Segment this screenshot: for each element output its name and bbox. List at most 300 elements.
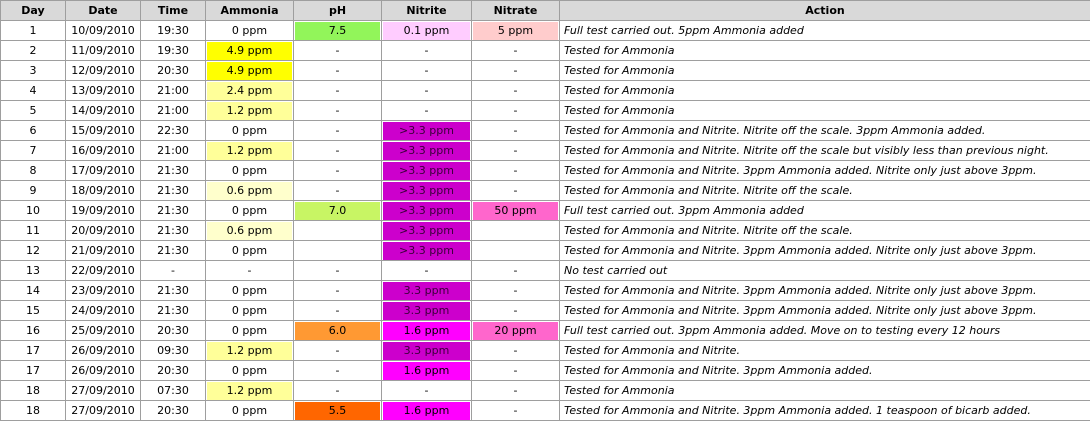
cell-nitrite[interactable] — [382, 121, 472, 141]
ph-value: - — [335, 263, 340, 277]
cell-nitrate[interactable] — [472, 401, 560, 421]
table-row — [1, 321, 1090, 341]
cell-ammonia[interactable] — [206, 241, 294, 261]
action-value: Tested for Ammonia — [564, 383, 675, 397]
ph-value: - — [335, 363, 340, 377]
action-value: Tested for Ammonia and Nitrite. 3ppm Ammonia added. 1 teaspoon of bicarb added. — [564, 403, 1031, 417]
cell-action[interactable] — [560, 161, 1090, 181]
cell-date[interactable] — [66, 141, 141, 161]
day-value: 2 — [29, 43, 37, 57]
cell-time[interactable] — [141, 101, 206, 121]
time-value: 19:30 — [157, 23, 189, 37]
day-value: 12 — [26, 243, 40, 257]
cell-nitrite[interactable] — [382, 321, 472, 341]
cell-nitrate[interactable] — [472, 361, 560, 381]
cell-nitrate[interactable] — [472, 161, 560, 181]
cell-nitrite[interactable] — [382, 241, 472, 261]
day-value: 15 — [26, 303, 40, 317]
cell-nitrite[interactable] — [382, 301, 472, 321]
cell-nitrite[interactable] — [382, 361, 472, 381]
cell-ammonia[interactable] — [206, 221, 294, 241]
ph-value: - — [335, 63, 340, 77]
day-value: 11 — [26, 223, 40, 237]
cell-action[interactable] — [560, 181, 1090, 201]
cell-action[interactable] — [560, 21, 1090, 41]
time-value: 21:30 — [157, 303, 189, 317]
cell-action[interactable] — [560, 381, 1090, 401]
ph-value: 7.5 — [295, 22, 380, 40]
cell-day[interactable] — [1, 281, 66, 301]
date-value: 12/09/2010 — [71, 63, 135, 77]
cell-date[interactable] — [66, 341, 141, 361]
action-value: Tested for Ammonia and Nitrite. Nitrite off the scale. — [564, 223, 853, 237]
cell-time[interactable] — [141, 341, 206, 361]
cell-date[interactable] — [66, 221, 141, 241]
nitrite-value: - — [424, 43, 429, 57]
ph-value: - — [335, 303, 340, 317]
ammonia-value: 1.2 ppm — [207, 102, 292, 120]
cell-time[interactable] — [141, 361, 206, 381]
day-value: 1 — [29, 23, 37, 37]
day-value: 9 — [29, 183, 37, 197]
cell-action[interactable] — [560, 121, 1090, 141]
time-value: 20:30 — [157, 323, 189, 337]
day-value: 6 — [29, 123, 37, 137]
action-value: Tested for Ammonia and Nitrite. Nitrite off the scale. — [564, 183, 853, 197]
cell-ammonia[interactable] — [206, 301, 294, 321]
nitrate-value: 20 ppm — [473, 322, 558, 340]
nitrite-value: 1.6 ppm — [383, 322, 470, 340]
cell-time[interactable] — [141, 241, 206, 261]
date-value: 13/09/2010 — [71, 83, 135, 97]
ammonia-value: 0.6 ppm — [207, 182, 292, 200]
cell-ph[interactable] — [294, 281, 382, 301]
cell-nitrate[interactable] — [472, 321, 560, 341]
cell-nitrite[interactable] — [382, 381, 472, 401]
cell-time[interactable] — [141, 401, 206, 421]
cell-date[interactable] — [66, 41, 141, 61]
nitrate-value: - — [513, 103, 518, 117]
cell-date[interactable] — [66, 161, 141, 181]
cell-date[interactable] — [66, 61, 141, 81]
cell-ammonia[interactable] — [206, 181, 294, 201]
cell-time[interactable] — [141, 221, 206, 241]
cell-nitrate[interactable] — [472, 341, 560, 361]
cell-day[interactable] — [1, 321, 66, 341]
day-value: 17 — [26, 363, 40, 377]
nitrite-value: >3.3 ppm — [383, 122, 470, 140]
ammonia-value: 0 ppm — [231, 403, 268, 417]
cell-date[interactable] — [66, 101, 141, 121]
ph-value: - — [335, 83, 340, 97]
date-value: 17/09/2010 — [71, 163, 135, 177]
header-time[interactable]: Time — [141, 1, 206, 21]
ammonia-value: 4.9 ppm — [207, 62, 292, 80]
cell-ammonia[interactable] — [206, 121, 294, 141]
cell-nitrate[interactable] — [472, 301, 560, 321]
table-row — [1, 361, 1090, 381]
day-value: 13 — [26, 263, 40, 277]
cell-nitrite[interactable] — [382, 181, 472, 201]
day-value: 3 — [29, 63, 37, 77]
cell-date[interactable] — [66, 301, 141, 321]
cell-date[interactable] — [66, 401, 141, 421]
ammonia-value: - — [247, 263, 252, 277]
cell-action[interactable] — [560, 361, 1090, 381]
date-value: 10/09/2010 — [71, 23, 135, 37]
cell-action[interactable] — [560, 281, 1090, 301]
table-row — [1, 261, 1090, 281]
cell-time[interactable] — [141, 281, 206, 301]
cell-ph[interactable] — [294, 381, 382, 401]
header-ph[interactable]: pH — [294, 1, 382, 21]
header-nitrite[interactable]: Nitrite — [382, 1, 472, 21]
time-value: 21:30 — [157, 203, 189, 217]
cell-nitrite[interactable] — [382, 401, 472, 421]
ammonia-value: 0.6 ppm — [207, 222, 292, 240]
nitrate-value: - — [513, 183, 518, 197]
cell-day[interactable] — [1, 381, 66, 401]
time-value: 21:30 — [157, 243, 189, 257]
table-row — [1, 41, 1090, 61]
cell-ph[interactable] — [294, 261, 382, 281]
date-value: 19/09/2010 — [71, 203, 135, 217]
time-value: 22:30 — [157, 123, 189, 137]
cell-action[interactable] — [560, 341, 1090, 361]
nitrite-value: >3.3 ppm — [383, 242, 470, 260]
action-value: Tested for Ammonia — [564, 103, 675, 117]
cell-date[interactable] — [66, 201, 141, 221]
nitrate-value: - — [513, 63, 518, 77]
nitrite-value: >3.3 ppm — [383, 162, 470, 180]
cell-action[interactable] — [560, 41, 1090, 61]
ph-value: - — [335, 43, 340, 57]
cell-action[interactable] — [560, 81, 1090, 101]
cell-ammonia[interactable] — [206, 21, 294, 41]
cell-time[interactable] — [141, 81, 206, 101]
nitrate-value: - — [513, 303, 518, 317]
cell-nitrite[interactable] — [382, 41, 472, 61]
nitrate-value: - — [513, 383, 518, 397]
header-action[interactable]: Action — [560, 1, 1090, 21]
cell-ammonia[interactable] — [206, 341, 294, 361]
cell-nitrate[interactable] — [472, 241, 560, 261]
cell-day[interactable] — [1, 341, 66, 361]
cell-date[interactable] — [66, 321, 141, 341]
nitrate-value: - — [513, 283, 518, 297]
ph-value: - — [335, 343, 340, 357]
ammonia-value: 0 ppm — [231, 323, 268, 337]
nitrite-value: 1.6 ppm — [383, 362, 470, 380]
ammonia-value: 0 ppm — [231, 23, 268, 37]
nitrite-value: 1.6 ppm — [383, 402, 470, 420]
cell-day[interactable] — [1, 261, 66, 281]
cell-nitrate[interactable] — [472, 181, 560, 201]
cell-ammonia[interactable] — [206, 161, 294, 181]
action-value: Full test carried out. 3ppm Ammonia added — [564, 203, 804, 217]
date-value: 26/09/2010 — [71, 363, 135, 377]
action-value: Tested for Ammonia and Nitrite. 3ppm Ammonia added. Nitrite only just above 3ppm. — [564, 163, 1037, 177]
table-row — [1, 281, 1090, 301]
date-value: 16/09/2010 — [71, 143, 135, 157]
cell-ammonia[interactable] — [206, 41, 294, 61]
cell-ammonia[interactable] — [206, 141, 294, 161]
time-value: 21:30 — [157, 223, 189, 237]
cell-ph[interactable] — [294, 161, 382, 181]
table-row — [1, 221, 1090, 241]
day-value: 16 — [26, 323, 40, 337]
cell-ph[interactable] — [294, 61, 382, 81]
cell-time[interactable] — [141, 21, 206, 41]
cell-ph[interactable] — [294, 101, 382, 121]
nitrite-value: - — [424, 83, 429, 97]
cell-ammonia[interactable] — [206, 321, 294, 341]
cell-ph[interactable] — [294, 401, 382, 421]
nitrite-value: >3.3 ppm — [383, 182, 470, 200]
cell-day[interactable] — [1, 41, 66, 61]
cell-nitrate[interactable] — [472, 381, 560, 401]
time-value: 20:30 — [157, 403, 189, 417]
cell-nitrate[interactable] — [472, 141, 560, 161]
cell-ammonia[interactable] — [206, 81, 294, 101]
cell-date[interactable] — [66, 361, 141, 381]
cell-nitrite[interactable] — [382, 21, 472, 41]
nitrite-value: - — [424, 63, 429, 77]
nitrate-value: 5 ppm — [473, 22, 558, 40]
cell-ammonia[interactable] — [206, 281, 294, 301]
cell-day[interactable] — [1, 61, 66, 81]
cell-nitrite[interactable] — [382, 261, 472, 281]
cell-ph[interactable] — [294, 361, 382, 381]
date-value: 21/09/2010 — [71, 243, 135, 257]
cell-nitrite[interactable] — [382, 81, 472, 101]
cell-ph[interactable] — [294, 121, 382, 141]
cell-action[interactable] — [560, 301, 1090, 321]
cell-nitrite[interactable] — [382, 61, 472, 81]
cell-date[interactable] — [66, 181, 141, 201]
nitrite-value: - — [424, 103, 429, 117]
day-value: 17 — [26, 343, 40, 357]
cell-date[interactable] — [66, 241, 141, 261]
cell-time[interactable] — [141, 381, 206, 401]
time-value: 21:30 — [157, 183, 189, 197]
cell-nitrite[interactable] — [382, 281, 472, 301]
cell-time[interactable] — [141, 261, 206, 281]
date-value: 25/09/2010 — [71, 323, 135, 337]
cell-time[interactable] — [141, 121, 206, 141]
action-value: Tested for Ammonia — [564, 43, 675, 57]
cell-nitrate[interactable] — [472, 261, 560, 281]
cell-ph[interactable] — [294, 321, 382, 341]
table-row — [1, 101, 1090, 121]
cell-nitrate[interactable] — [472, 61, 560, 81]
cell-date[interactable] — [66, 381, 141, 401]
table-row — [1, 121, 1090, 141]
date-value: 23/09/2010 — [71, 283, 135, 297]
cell-action[interactable] — [560, 401, 1090, 421]
time-value: 07:30 — [157, 383, 189, 397]
table-row — [1, 21, 1090, 41]
cell-day[interactable] — [1, 201, 66, 221]
cell-date[interactable] — [66, 261, 141, 281]
cell-ammonia[interactable] — [206, 101, 294, 121]
cell-action[interactable] — [560, 201, 1090, 221]
cell-time[interactable] — [141, 201, 206, 221]
cell-nitrite[interactable] — [382, 341, 472, 361]
cell-ammonia[interactable] — [206, 261, 294, 281]
ph-value: - — [335, 163, 340, 177]
table-row — [1, 241, 1090, 261]
day-value: 8 — [29, 163, 37, 177]
cell-time[interactable] — [141, 61, 206, 81]
cell-day[interactable] — [1, 21, 66, 41]
time-value: - — [171, 263, 175, 277]
cell-day[interactable] — [1, 401, 66, 421]
cell-time[interactable] — [141, 321, 206, 341]
header-nitrate[interactable]: Nitrate — [472, 1, 560, 21]
ph-value: 7.0 — [295, 202, 380, 220]
cell-ammonia[interactable] — [206, 381, 294, 401]
date-value: 18/09/2010 — [71, 183, 135, 197]
nitrite-value: 3.3 ppm — [383, 342, 470, 360]
cell-action[interactable] — [560, 101, 1090, 121]
cell-nitrite[interactable] — [382, 161, 472, 181]
nitrate-value: 50 ppm — [473, 202, 558, 220]
table-row — [1, 141, 1090, 161]
time-value: 21:30 — [157, 163, 189, 177]
cell-ph[interactable] — [294, 21, 382, 41]
action-value: Tested for Ammonia and Nitrite. 3ppm Ammonia added. Nitrite only just above 3ppm. — [564, 303, 1037, 317]
cell-ph[interactable] — [294, 341, 382, 361]
cell-day[interactable] — [1, 241, 66, 261]
cell-ammonia[interactable] — [206, 201, 294, 221]
cell-date[interactable] — [66, 281, 141, 301]
cell-date[interactable] — [66, 21, 141, 41]
cell-nitrite[interactable] — [382, 221, 472, 241]
day-value: 18 — [26, 383, 40, 397]
cell-nitrate[interactable] — [472, 81, 560, 101]
table-row — [1, 81, 1090, 101]
cell-ph[interactable] — [294, 301, 382, 321]
cell-day[interactable] — [1, 81, 66, 101]
ph-value: 5.5 — [295, 402, 380, 420]
ammonia-value: 1.2 ppm — [207, 142, 292, 160]
time-value: 20:30 — [157, 63, 189, 77]
cell-action[interactable] — [560, 261, 1090, 281]
cell-time[interactable] — [141, 41, 206, 61]
cell-nitrate[interactable] — [472, 221, 560, 241]
cell-ph[interactable] — [294, 141, 382, 161]
cell-ammonia[interactable] — [206, 401, 294, 421]
cell-day[interactable] — [1, 161, 66, 181]
cell-ph[interactable] — [294, 81, 382, 101]
cell-day[interactable] — [1, 181, 66, 201]
ammonia-value: 0 ppm — [231, 123, 268, 137]
action-value: Tested for Ammonia — [564, 63, 675, 77]
table-row — [1, 201, 1090, 221]
cell-nitrite[interactable] — [382, 201, 472, 221]
ph-value: - — [335, 283, 340, 297]
table-row — [1, 381, 1090, 401]
action-value: Tested for Ammonia and Nitrite. 3ppm Ammonia added. — [564, 363, 873, 377]
action-value: Full test carried out. 3ppm Ammonia added. Move on to testing every 12 hours — [564, 323, 1001, 337]
table-row — [1, 181, 1090, 201]
cell-nitrite[interactable] — [382, 141, 472, 161]
cell-time[interactable] — [141, 181, 206, 201]
cell-time[interactable] — [141, 141, 206, 161]
day-value: 5 — [29, 103, 37, 117]
table-row — [1, 61, 1090, 81]
ammonia-value: 0 ppm — [231, 163, 268, 177]
cell-ammonia[interactable] — [206, 61, 294, 81]
nitrate-value: - — [513, 43, 518, 57]
cell-time[interactable] — [141, 161, 206, 181]
ammonia-value: 0 ppm — [231, 303, 268, 317]
cell-ph[interactable] — [294, 201, 382, 221]
table-body — [1, 21, 1090, 421]
header-day[interactable]: Day — [1, 1, 66, 21]
ph-value: - — [335, 103, 340, 117]
cell-nitrate[interactable] — [472, 41, 560, 61]
day-value: 10 — [26, 203, 40, 217]
date-value: 15/09/2010 — [71, 123, 135, 137]
day-value: 18 — [26, 403, 40, 417]
cell-nitrate[interactable] — [472, 281, 560, 301]
ammonia-value: 0 ppm — [231, 243, 268, 257]
cell-nitrate[interactable] — [472, 121, 560, 141]
action-value: Tested for Ammonia — [564, 83, 675, 97]
cell-action[interactable] — [560, 61, 1090, 81]
cell-day[interactable] — [1, 301, 66, 321]
date-value: 11/09/2010 — [71, 43, 135, 57]
cell-nitrate[interactable] — [472, 201, 560, 221]
time-value: 20:30 — [157, 363, 189, 377]
cell-action[interactable] — [560, 141, 1090, 161]
nitrate-value: - — [513, 123, 518, 137]
cell-date[interactable] — [66, 121, 141, 141]
cell-ph[interactable] — [294, 41, 382, 61]
cell-date[interactable] — [66, 81, 141, 101]
cell-day[interactable] — [1, 221, 66, 241]
time-value: 21:00 — [157, 143, 189, 157]
day-value: 14 — [26, 283, 40, 297]
nitrite-value: - — [424, 263, 429, 277]
header-ammonia[interactable]: Ammonia — [206, 1, 294, 21]
action-value: Full test carried out. 5ppm Ammonia added — [564, 23, 804, 37]
date-value: 14/09/2010 — [71, 103, 135, 117]
date-value: 27/09/2010 — [71, 383, 135, 397]
cell-nitrite[interactable] — [382, 101, 472, 121]
cell-nitrate[interactable] — [472, 21, 560, 41]
cell-day[interactable] — [1, 101, 66, 121]
date-value: 27/09/2010 — [71, 403, 135, 417]
ammonia-value: 2.4 ppm — [207, 82, 292, 100]
cell-nitrate[interactable] — [472, 101, 560, 121]
cell-action[interactable] — [560, 321, 1090, 341]
cell-action[interactable] — [560, 221, 1090, 241]
cell-day[interactable] — [1, 121, 66, 141]
cell-ammonia[interactable] — [206, 361, 294, 381]
action-value: Tested for Ammonia and Nitrite. Nitrite off the scale. 3ppm Ammonia added. — [564, 123, 986, 137]
cell-ph[interactable] — [294, 241, 382, 261]
cell-action[interactable] — [560, 241, 1090, 261]
cell-ph[interactable] — [294, 181, 382, 201]
cell-day[interactable] — [1, 141, 66, 161]
cell-day[interactable] — [1, 361, 66, 381]
cell-time[interactable] — [141, 301, 206, 321]
cell-ph[interactable] — [294, 221, 382, 241]
header-date[interactable]: Date — [66, 1, 141, 21]
